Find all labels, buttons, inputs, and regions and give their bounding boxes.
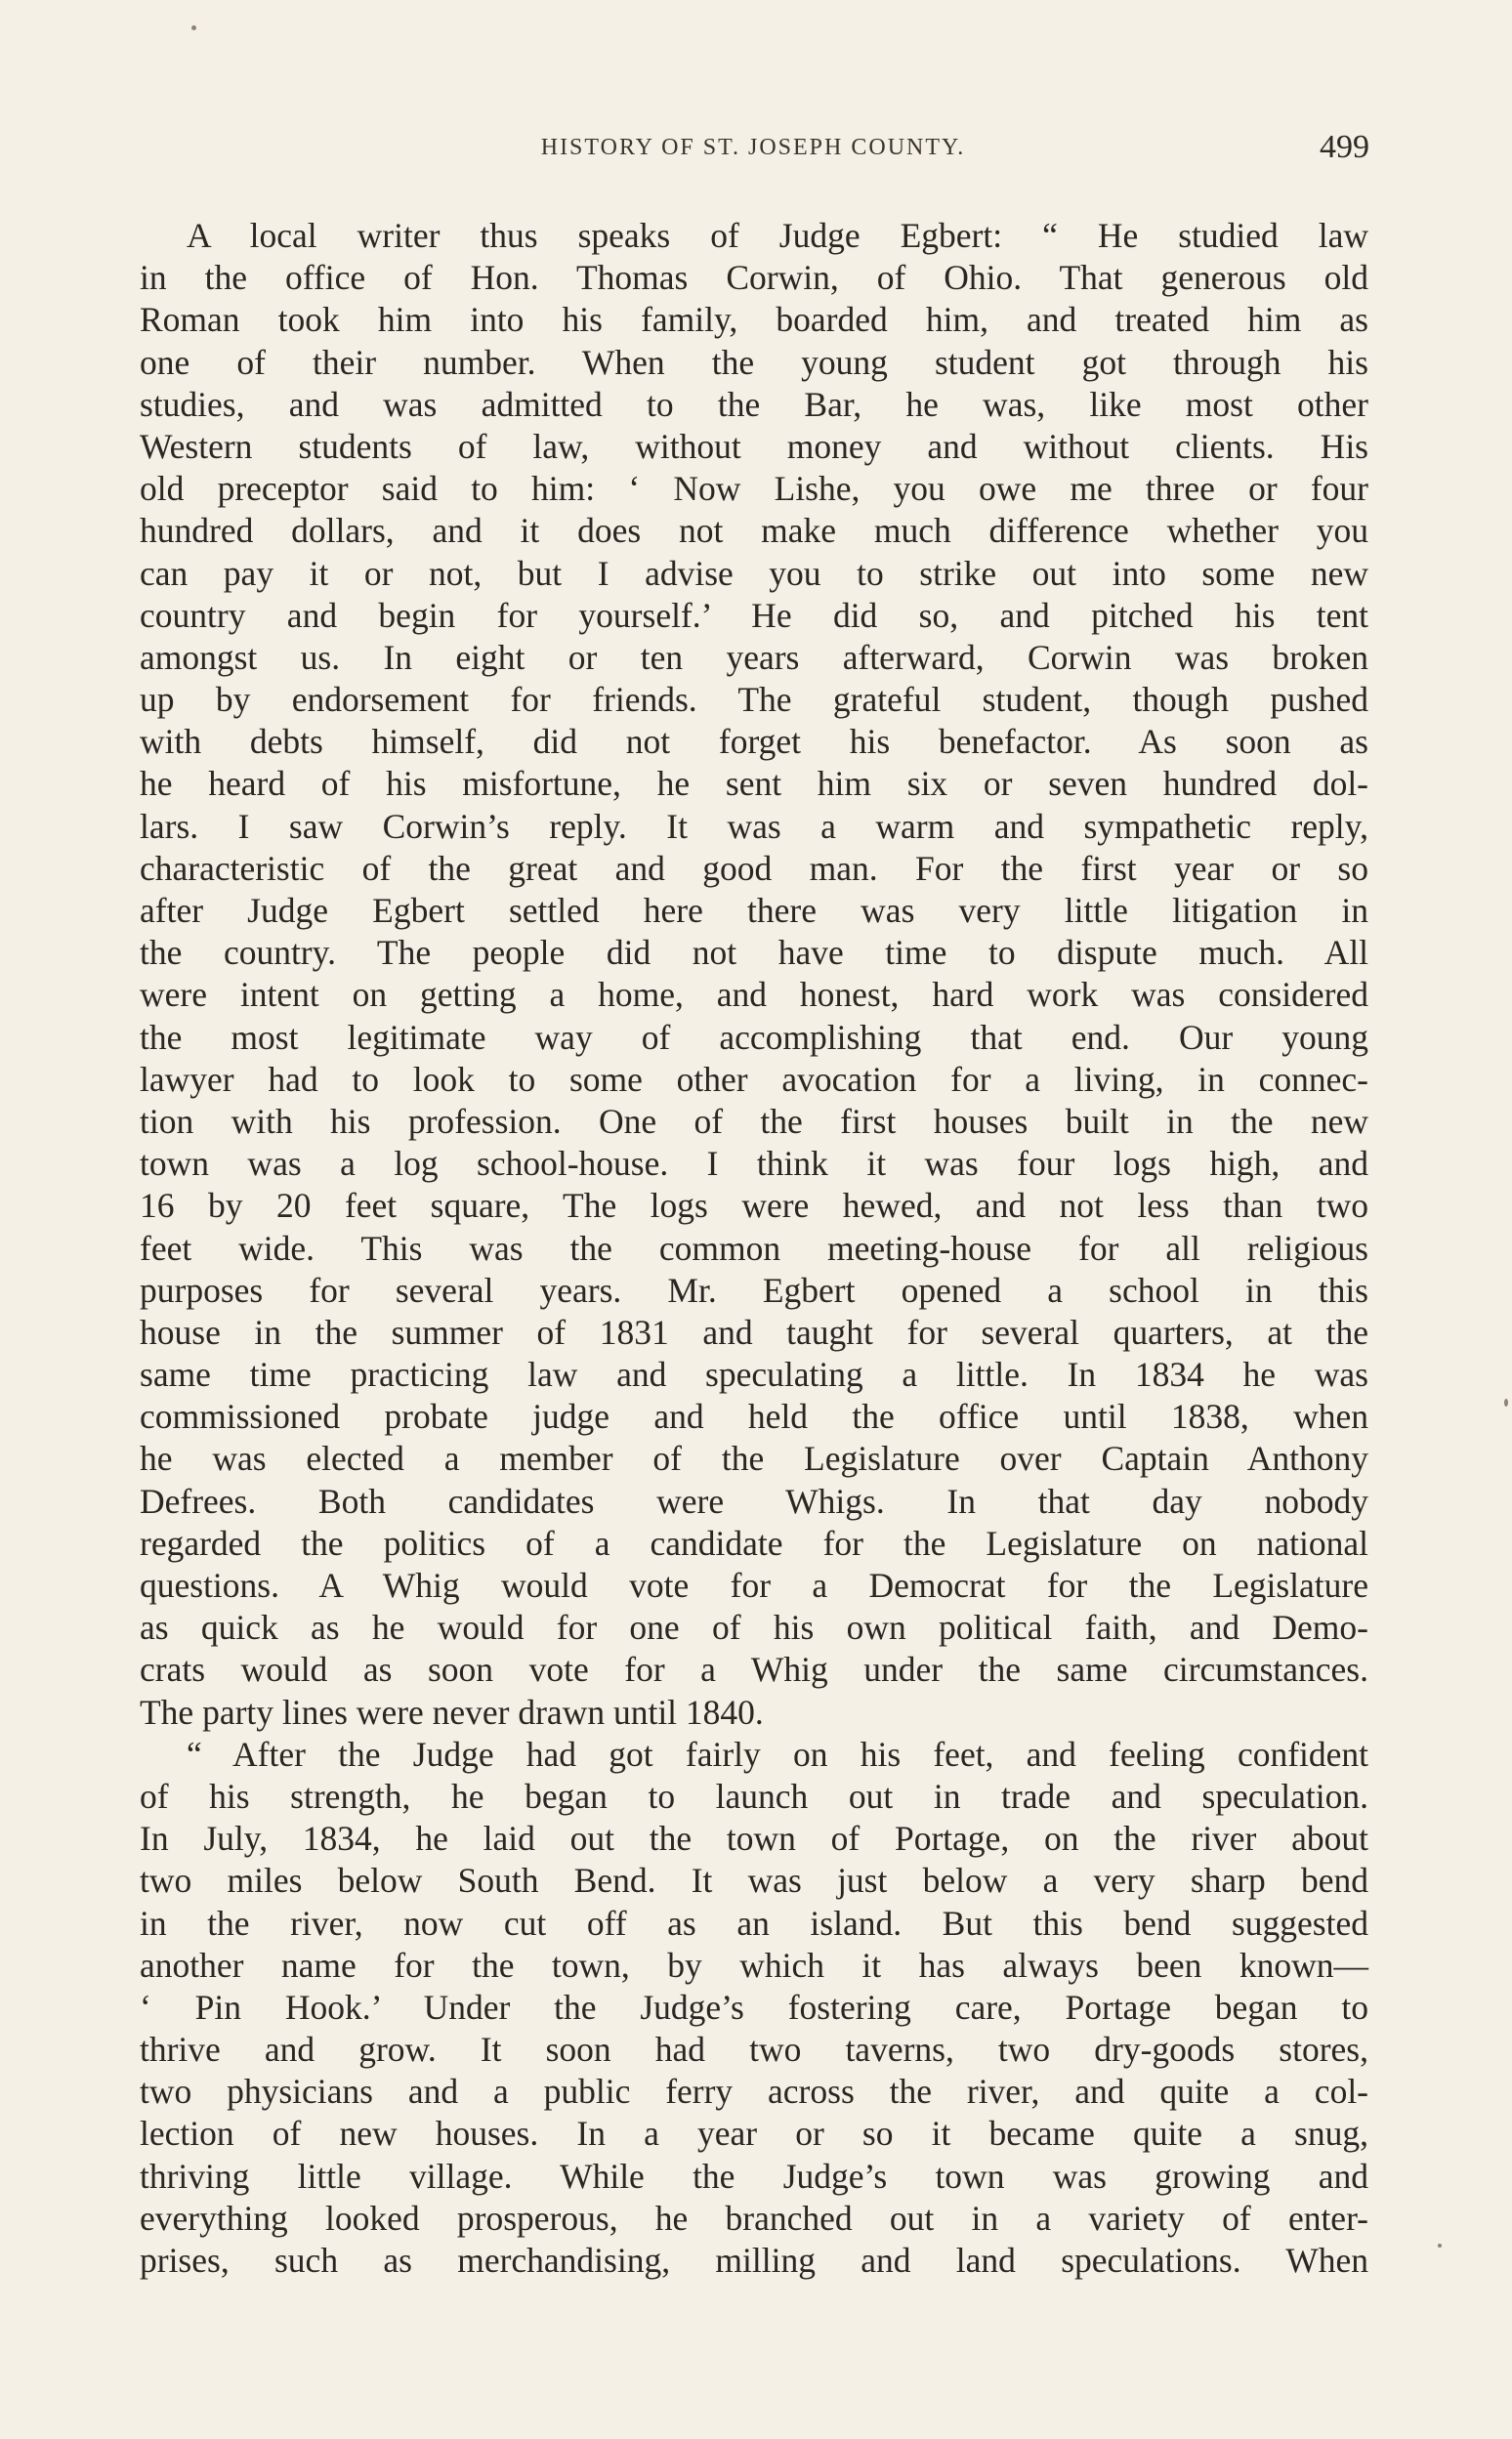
text-line: country and begin for yourself.’ He did so, and pitched his tent [140,595,1368,635]
text-line: everything looked prosperous, he branched out in a variety of enter- [140,2198,1368,2238]
text-line: questions. A Whig would vote for a Democrat for the Legislature [140,1566,1368,1605]
text-line: The party lines were never drawn until 1840. [140,1692,764,1732]
text-line: of his strength, he began to launch out in trade and speculation. [140,1776,1368,1816]
text-line: after Judge Egbert settled here there was very little litigation in [140,891,1368,930]
text-line: the country. The people did not have time to dispute much. All [140,933,1368,973]
text-line: in the river, now cut off as an island. But this bend suggested [140,1903,1368,1943]
text-line: thriving little village. While the Judge’s town was growing and [140,2156,1368,2196]
page-header [137,129,1369,174]
text-line: Defrees. Both candidates were Whigs. In that day nobody [140,1481,1368,1521]
text-line: house in the summer of 1831 and taught for several quarters, at the [140,1312,1368,1352]
text-line: the most legitimate way of accomplishing that end. Our young [140,1017,1368,1057]
text-line: another name for the town, by which it has always been known— [140,1945,1368,1985]
page-number: 499 [1320,129,1369,165]
text-line: A local writer thus speaks of Judge Egbert: “ He studied law [187,216,1368,255]
body-text [140,215,1368,2282]
text-line: with debts himself, did not forget his benefactor. As soon as [140,722,1368,762]
text-line: regarded the politics of a candidate for the Legislature on national [140,1523,1368,1563]
running-head: HISTORY OF ST. JOSEPH COUNTY. [540,135,966,160]
text-line: he heard of his misfortune, he sent him six or seven hundred dol- [140,764,1368,804]
text-line: one of their number. When the young student got through his [140,342,1368,382]
text-line: he was elected a member of the Legislature over Captain Anthony [140,1439,1368,1479]
text-line: feet wide. This was the common meeting-house for all religious [140,1228,1368,1268]
text-line: two physicians and a public ferry across the river, and quite a col- [140,2072,1368,2112]
text-line: tion with his profession. One of the first houses built in the new [140,1101,1368,1141]
text-line: Roman took him into his family, boarded him, and treated him as [140,300,1368,340]
text-line: crats would as soon vote for a Whig under the same circumstances. [140,1650,1368,1690]
text-line: characteristic of the great and good man. For the first year or so [140,848,1368,888]
text-line: thrive and grow. It soon had two taverns, two dry-goods stores, [140,2030,1368,2070]
text-line: in the office of Hon. Thomas Corwin, of Ohio. That generous old [140,258,1368,298]
text-line: commissioned probate judge and held the office until 1838, when [140,1397,1368,1437]
text-line: can pay it or not, but I advise you to strike out into some new [140,553,1368,593]
text-line: purposes for several years. Mr. Egbert opened a school in this [140,1270,1368,1310]
text-line: lars. I saw Corwin’s reply. It was a warm and sympathetic reply, [140,806,1368,846]
text-line: lection of new houses. In a year or so it became quite a snug, [140,2114,1368,2154]
text-line: as quick as he would for one of his own political faith, and Demo- [140,1608,1368,1648]
text-line: lawyer had to look to some other avocation for a living, in connec- [140,1059,1368,1099]
text-line: same time practicing law and speculating a little. In 1834 he was [140,1355,1368,1395]
paper-speck [191,25,196,30]
text-line: 16 by 20 feet square, The logs were hewed, and not less than two [140,1186,1368,1226]
paper-speck [1438,2244,1442,2248]
text-line: Western students of law, without money and without clients. His [140,426,1368,466]
text-line: prises, such as merchandising, milling and land speculations. When [140,2241,1368,2280]
text-line: up by endorsement for friends. The grateful student, though pushed [140,680,1368,720]
text-line: “ After the Judge had got fairly on his feet, and feeling confident [187,1734,1368,1774]
text-line: town was a log school-house. I think it was four logs high, and [140,1144,1368,1184]
text-line: hundred dollars, and it does not make much difference whether you [140,511,1368,551]
paper-speck [1504,1399,1508,1407]
text-line: old preceptor said to him: ‘ Now Lishe, you owe me three or four [140,469,1368,509]
text-line: were intent on getting a home, and honest, hard work was considered [140,975,1368,1015]
text-line: two miles below South Bend. It was just below a very sharp bend [140,1861,1368,1901]
text-line: ‘ Pin Hook.’ Under the Judge’s fostering care, Portage began to [140,1987,1368,2027]
text-line: In July, 1834, he laid out the town of Portage, on the river about [140,1819,1368,1859]
text-line: studies, and was admitted to the Bar, he was, like most other [140,384,1368,424]
text-line: amongst us. In eight or ten years afterward, Corwin was broken [140,637,1368,677]
